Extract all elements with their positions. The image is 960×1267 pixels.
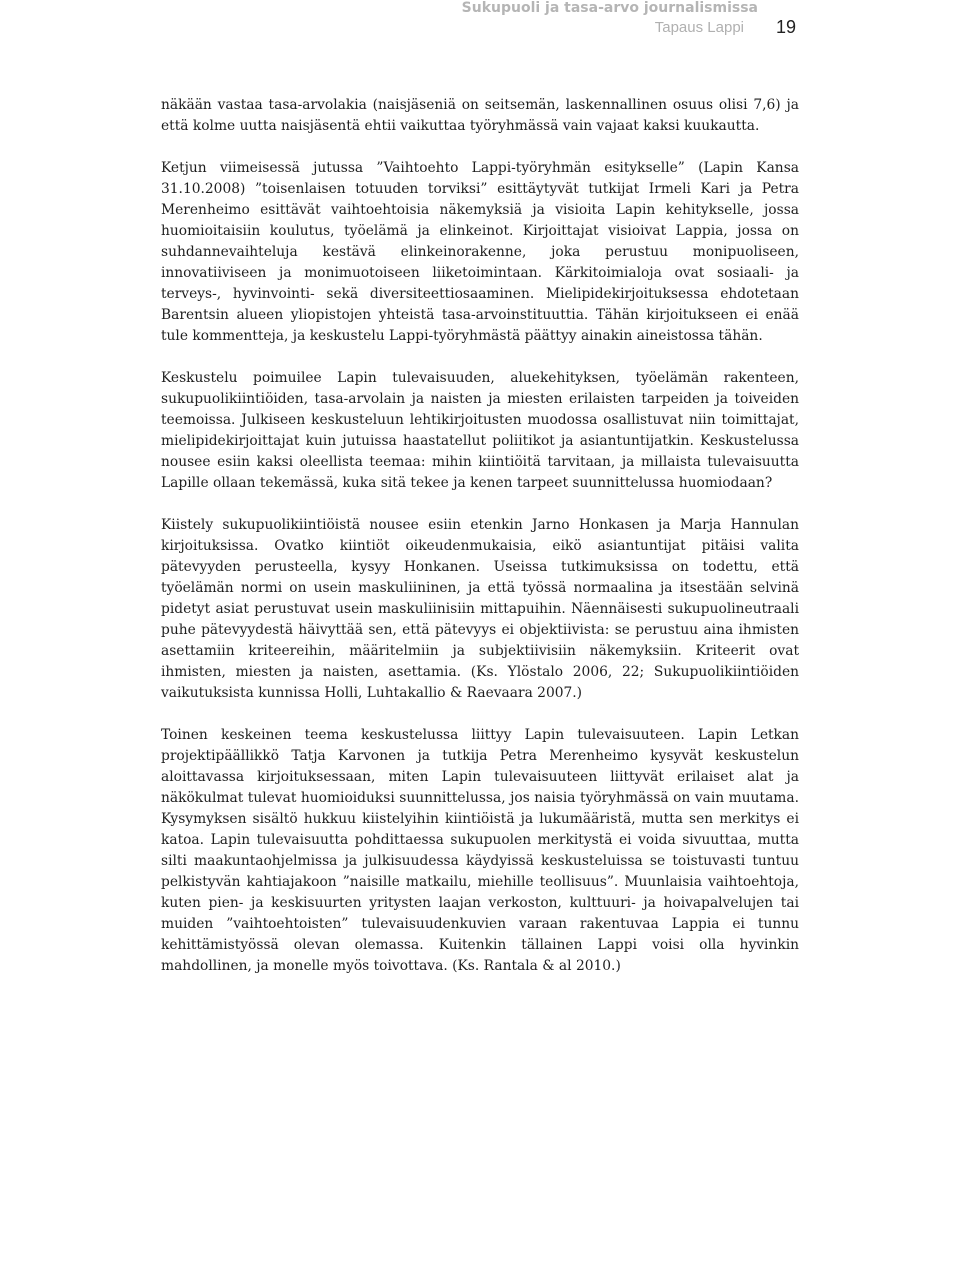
paragraph: Keskustelu poimuilee Lapin tulevaisuuden, aluekehityksen, työelämän rakenteen, sukupuolikiintiöiden, tasa-arvolain ja naisten ja miesten erilaisten tarpeiden ja toiveiden teemoissa. Julkiseen keskusteluun lehtikirjoitusten muodossa osallistuvat niin toimittajat, mielipidekirjoittajat kuin jutuissa haastatellut poliitikot ja asiantuntijatkin. Keskustelussa nousee esiin kaksi oleellista teemaa: mihin kiintiöitä tarvitaan, ja millaista tulevaisuutta Lapille ollaan tekemässä, kuka sitä tekee ja kenen tarpeet suunnittelussa huomiodaan? [161,370,799,491]
running-header-author: Tapaus Lappi [654,19,744,36]
paragraph: Ketjun viimeisessä jutussa ”Vaihtoehto Lappi-työryhmän esitykselle” (Lapin Kansa 31.10.2008) ”toisenlaisen totuuden torviksi” esittäytyvät tutkijat Irmeli Kari ja Petra Merenheimo esittävät vaihtoehtoisia näkemyksiä ja visioita Lapin kehitykselle, jossa huomioitaisiin koulutus, työelämä ja elinkeinot. Kirjoittajat visioivat Lappia, jossa on suhdannevaihteluja kestävä elinkeinorakenne, joka perustuu monipuoliseen, innovatiiviseen ja monimuotoiseen liiketoimintaan. Kärkitoimialoja ovat sosiaali- ja terveys-, hyvinvointi- sekä diversiteettiosaaminen. Mielipidekirjoituksessa ehdotetaan Barentsin alueen yliopistojen yhteistä tasa-arvoinstituuttia. Tähän kirjoitukseen ei enää tule kommentteja, ja keskustelu Lappi-työryhmästä päättyy ainakin aineistossa tähän. [161,160,799,344]
paragraph: Toinen keskeinen teema keskustelussa liittyy Lapin tulevaisuuteen. Lapin Letkan projektipäällikkö Tatja Karvonen ja tutkija Petra Merenheimo kysyvät keskustelun aloittavassa kirjoituksessaan, miten Lapin tulevaisuuteen liittyvät erilaiset alat ja näkökulmat tulevat huomioiduksi suunnittelussa, jos naisia työryhmässä on vain muutama. Kysymyksen sisältö hukkuu kiistelyihin kiintiöistä ja lukumääristä, mutta sen merkitys ei katoa. Lapin tulevaisuutta pohdittaessa sukupuolen merkitystä ei voida sivuuttaa, mutta silti maakuntaohjelmissa ja julkisuudessa käydyissä keskusteluissa se toistuvasti tuntuu pelkistyvän kahtiajakoon ”naisille matkailu, miehille teollisuus”. Muunlaisia vaihtoehtoja, kuten pien- ja keskisuurten yritysten laajan verkoston, kulttuuri- ja hoivapalvelujen tai muiden ”vaihtoehtoisten” tulevaisuudenkuvien varaan rakentuvaa Lappia ei tunnu kehittämistyössä olevan olemassa. Kuitenkin tällainen Lappi voisi olla hyvinkin mahdollinen, ja monelle myös toivottava. (Ks. Rantala & al 2010.) [161,727,799,974]
page-number: 19 [775,17,796,37]
running-header-title: Sukupuoli ja tasa-arvo journalismissa [461,0,758,16]
paragraph: näkään vastaa tasa-arvolakia (naisjäseniä on seitsemän, laskennallinen osuus olisi 7,6) ja että kolme uutta naisjäsentä ehtii vaikuttaa työryhmässä vain vajaat kaksi kuukautta. [161,97,799,134]
body-text [161,95,799,998]
paragraph: Kiistely sukupuolikiintiöistä nousee esiin etenkin Jarno Honkasen ja Marja Hannulan kirjoituksissa. Ovatko kiintiöt oikeudenmukaisia, eikö asiantuntijat pitäisi valita pätevyyden perusteella, kysyy Honkanen. Useissa tutkimuksissa on todettu, että työelämän normi on usein maskuliininen, ja että työssä normaalina ja itsestään selvinä pidetyt asiat perustuvat usein maskuliinisiin mittapuihin. Näennäisesti sukupuolineutraali puhe pätevyydestä häivyttää sen, että pätevyys ei objektiivista: se perustuu aina ihmisten asettamiin kriteereihin, määritelmiin ja subjektiivisiin näkemyksiin. Kriteerit ovat ihmisten, miesten ja naisten, asettamia. (Ks. Ylöstalo 2006, 22; Sukupuolikiintiöiden vaikutuksista kunnissa Holli, Luhtakallio & Raevaara 2007.) [161,517,799,701]
